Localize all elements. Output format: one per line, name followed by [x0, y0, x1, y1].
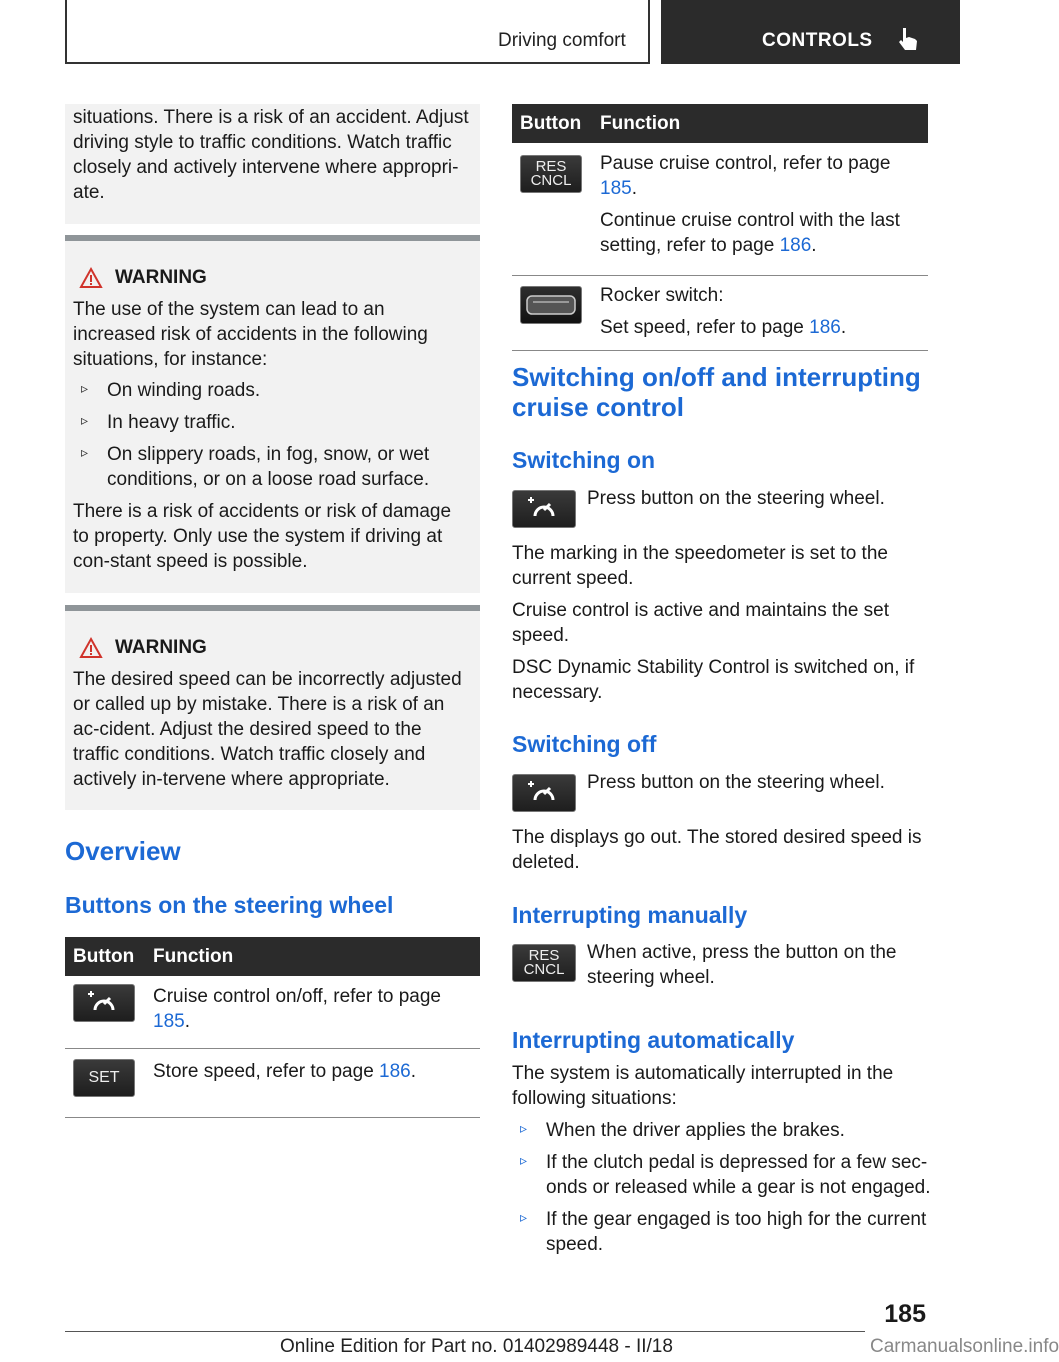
- cruise-control-button: [512, 490, 576, 528]
- paragraph: Cruise control is active and maintains the set speed.: [512, 600, 890, 646]
- overview-heading: Overview: [65, 836, 181, 866]
- triangle-bullet-icon: ▹: [81, 412, 89, 428]
- footer-edition: Online Edition for Part no. 01402989448 - II/18: [280, 1336, 673, 1357]
- buttons-heading: Buttons on the steering wheel: [65, 892, 394, 918]
- switching-on-instruction: Press button on the steering wheel.: [587, 488, 885, 509]
- list-item: ▹ When the driver applies the brakes.: [512, 1118, 932, 1143]
- warning-after: There is a risk of accidents or risk of damage to property. Only use the system if driving at con‐stant speed is possible.: [73, 501, 452, 572]
- warning-triangle-icon: [79, 637, 103, 659]
- page-link[interactable]: 186: [779, 235, 812, 256]
- warning-title: WARNING: [115, 637, 207, 658]
- function-text: Pause cruise control, refer to page: [600, 153, 891, 174]
- col-function-header: Function: [145, 937, 480, 976]
- buttons-table-left: [65, 937, 480, 1118]
- table-row: Cruise control on/off, refer to page 185.: [65, 976, 480, 1049]
- paragraph: The displays go out. The stored desired speed is deleted.: [512, 827, 922, 873]
- paragraph: DSC Dynamic Stability Control is switched on, if necessary.: [512, 657, 915, 703]
- function-text: Rocker switch:: [600, 285, 724, 306]
- res-cncl-button: RES CNCL: [520, 155, 582, 193]
- auto-list: [512, 1118, 932, 1257]
- table-row: RES CNCL Pause cruise control, refer to page 185. Continue cruise control with the last setting, refer to page 186.: [512, 143, 928, 276]
- table-row: Rocker switch: Set speed, refer to page 186.: [512, 276, 928, 351]
- col-button-header: Button: [512, 104, 592, 143]
- function-text: Continue cruise control with the last setting, refer to page: [600, 210, 900, 256]
- paragraph: The marking in the speedometer is set to the current speed.: [512, 543, 888, 589]
- rocker-switch-icon: [524, 290, 578, 320]
- interrupting-automatically-heading: Interrupting automatically: [512, 1027, 795, 1053]
- list-item: ▹ In heavy traffic.: [73, 410, 472, 435]
- col-button-header: Button: [65, 937, 145, 976]
- set-button: SET: [73, 1059, 135, 1097]
- warning-body: The use of the system can lead to an increased risk of accidents in the following situations, for instance:: [73, 299, 428, 370]
- rocker-switch-button: [520, 286, 582, 324]
- page-number: 185: [884, 1300, 926, 1328]
- cruise-control-icon: [84, 988, 124, 1018]
- intro-text: situations. There is a risk of an accident. Adjust driving style to traffic conditions. Watch traffic closely and actively intervene where appropri‐ate.: [73, 107, 469, 203]
- switching-on-heading: Switching on: [512, 447, 656, 473]
- list-item: ▹ On slippery roads, in fog, snow, or wet conditions, or on a loose road surface.: [73, 442, 472, 492]
- switching-off-instruction: Press button on the steering wheel.: [587, 772, 885, 793]
- hand-pointer-icon: [896, 26, 920, 54]
- intro-box: [65, 104, 480, 224]
- triangle-bullet-icon: ▹: [81, 444, 89, 460]
- section-heading: Switching on/off and interrupting cruise control: [512, 362, 921, 422]
- list-item: ▹ If the gear engaged is too high for the current speed.: [512, 1207, 932, 1257]
- function-text: Cruise control on/off, refer to page: [153, 986, 441, 1007]
- header-chapter: CONTROLS: [762, 30, 873, 51]
- buttons-table-right: [512, 104, 928, 351]
- footer-rule: [65, 1331, 865, 1332]
- list-item: ▹ If the clutch pedal is depressed for a few sec‐onds or released while a gear is not engaged.: [512, 1150, 932, 1200]
- cruise-control-icon: [524, 778, 564, 808]
- interrupting-manually-text: When active, press the button on the steering wheel.: [587, 942, 897, 988]
- triangle-bullet-icon: ▹: [81, 380, 89, 396]
- warning-body: The desired speed can be incorrectly adjusted or called up by mistake. There is a risk of an ac‐cident. Adjust the desired speed to the traffic conditions. Watch traffic closely and actively in‐tervene where appropriate.: [73, 669, 462, 790]
- cruise-control-button: [512, 774, 576, 812]
- res-cncl-button: RES CNCL: [512, 944, 576, 982]
- warning-heading: [73, 263, 472, 293]
- header-section: Driving comfort: [498, 30, 626, 51]
- warning-heading: [73, 633, 472, 663]
- function-text: Store speed, refer to page: [153, 1061, 380, 1082]
- warning-box-2: [65, 605, 480, 810]
- table-row: SET Store speed, refer to page 186.: [65, 1049, 480, 1118]
- cruise-control-icon: [524, 494, 564, 524]
- triangle-bullet-icon: ▹: [520, 1209, 528, 1225]
- page-link[interactable]: 185: [600, 178, 632, 199]
- cruise-control-button: [73, 984, 135, 1022]
- paragraph: The system is automatically interrupted in the following situations:: [512, 1063, 894, 1109]
- interrupting-manually-heading: Interrupting manually: [512, 902, 748, 928]
- list-item: ▹ On winding roads.: [73, 378, 472, 403]
- triangle-bullet-icon: ▹: [520, 1120, 528, 1136]
- switching-off-heading: Switching off: [512, 731, 657, 757]
- page-link[interactable]: 186: [809, 317, 841, 338]
- footer-watermark: Carmanualsonline.info: [870, 1336, 1059, 1357]
- function-text: Set speed, refer to page: [600, 317, 810, 338]
- warning-triangle-icon: [79, 267, 103, 289]
- col-function-header: Function: [592, 104, 928, 143]
- warning-title: WARNING: [115, 267, 207, 288]
- page-link[interactable]: 186: [379, 1061, 411, 1082]
- warning-box-1: [65, 235, 480, 593]
- page-link[interactable]: 185: [153, 1011, 185, 1032]
- triangle-bullet-icon: ▹: [520, 1152, 528, 1168]
